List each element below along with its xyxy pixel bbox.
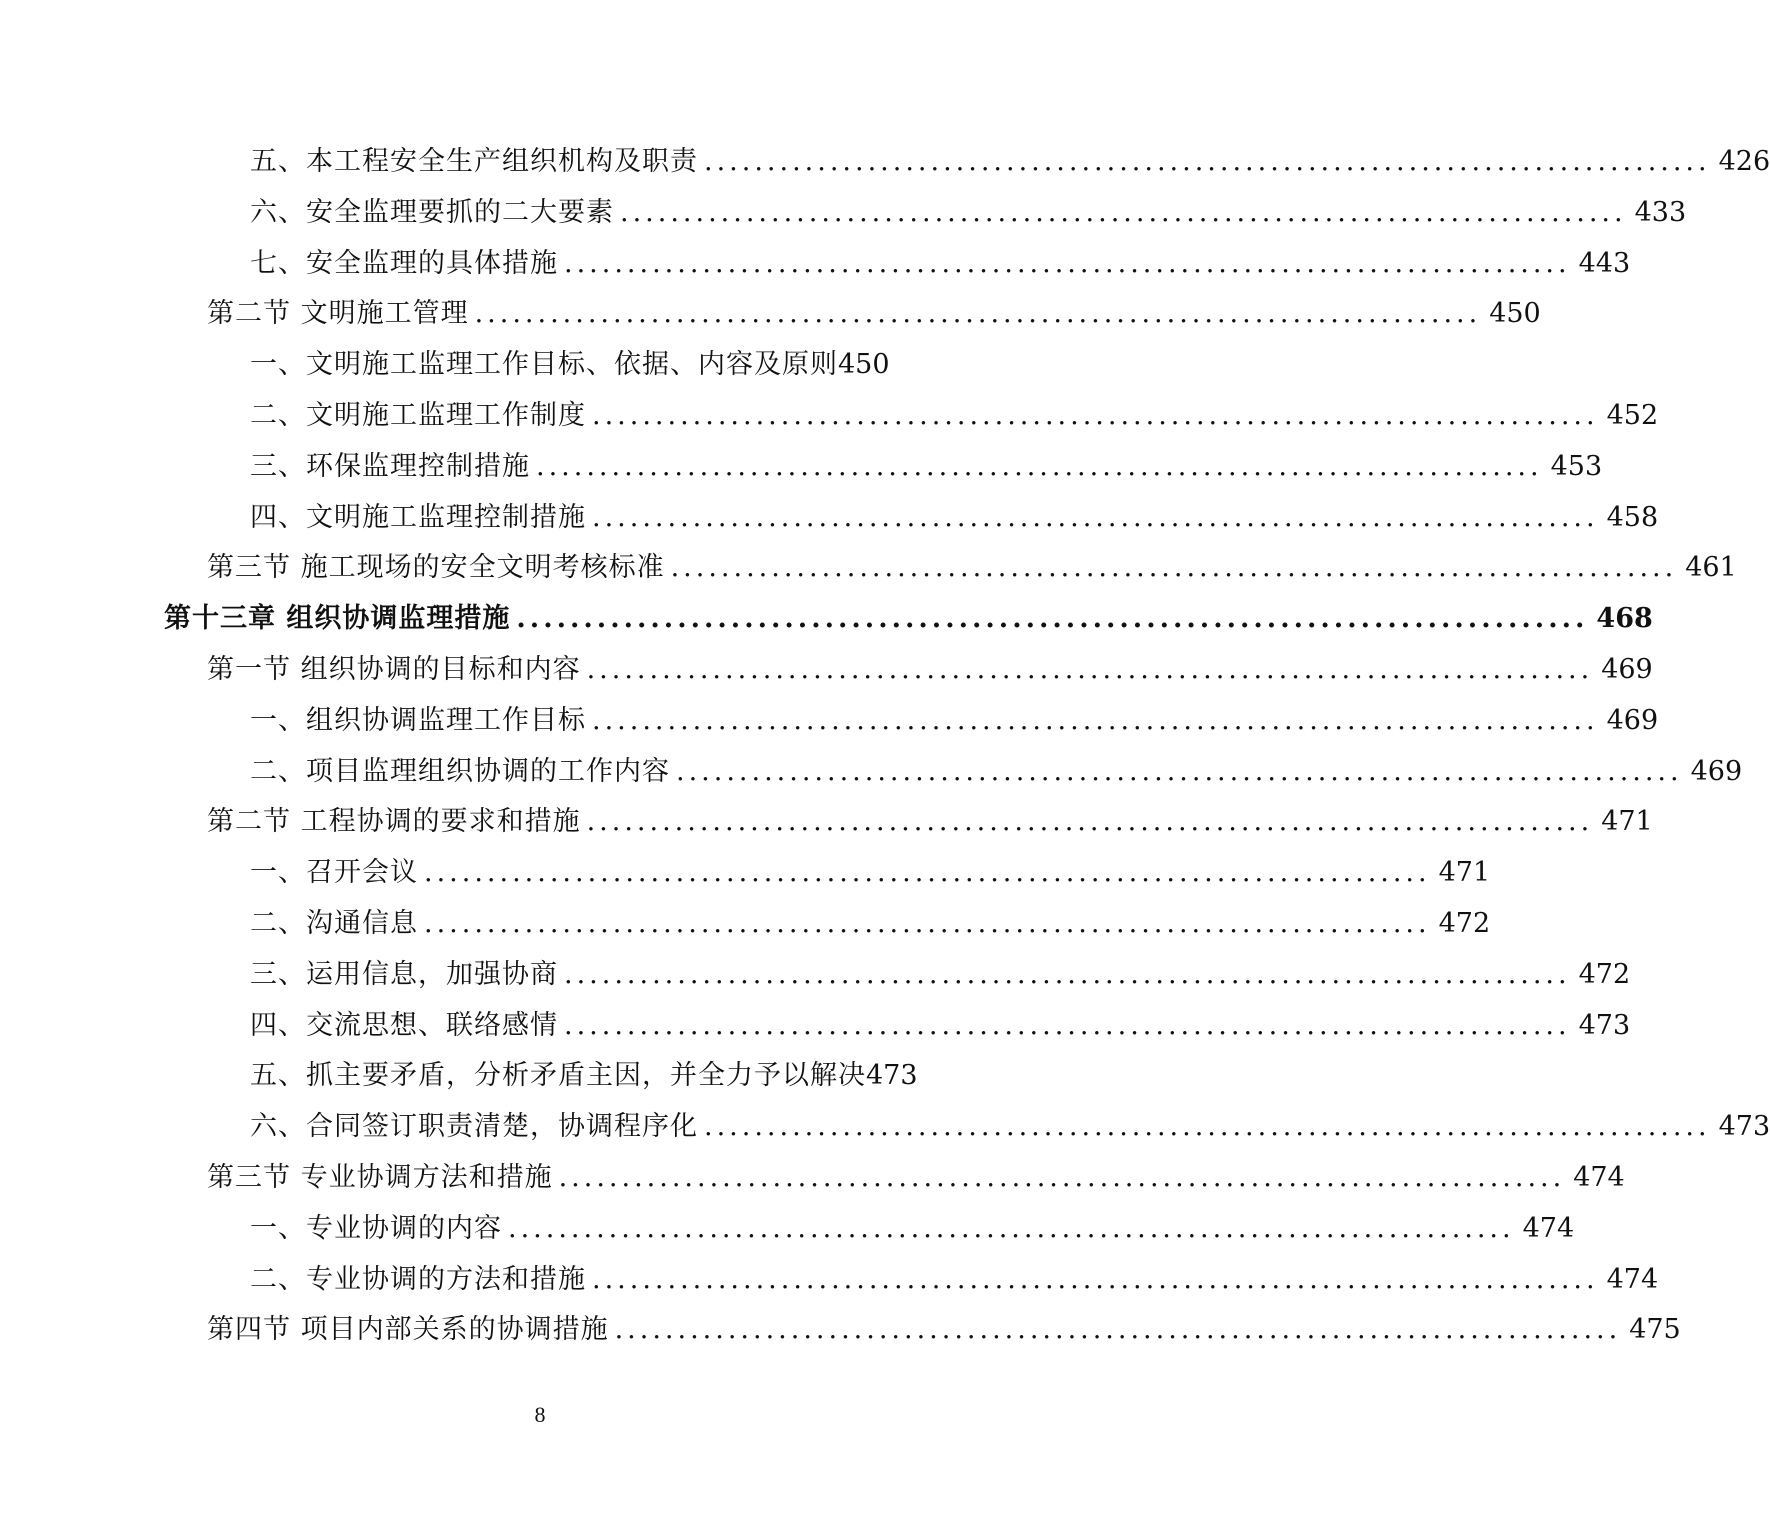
toc-entry[interactable] xyxy=(250,1004,1631,1048)
toc-entry[interactable] xyxy=(250,191,1687,235)
toc-leader-dots: ................................................................................ xyxy=(704,1111,1711,1143)
toc-leader-dots: ................................................................................ xyxy=(564,958,1571,990)
toc-entry-title: 三、运用信息，加强协商 xyxy=(250,958,558,990)
toc-entry[interactable] xyxy=(250,1207,1575,1251)
toc-entry-title: 六、合同签订职责清楚，协调程序化 xyxy=(250,1111,698,1143)
toc-entry[interactable] xyxy=(250,343,933,387)
toc-entry-page: 471 xyxy=(1601,806,1653,838)
toc-entry-page: 458 xyxy=(1606,501,1659,533)
toc-entry[interactable] xyxy=(250,953,1631,997)
toc-entry-title: 七、安全监理的具体措施 xyxy=(250,247,558,279)
toc-entry-page: 461 xyxy=(1685,552,1737,584)
toc-leader-dots: ................................................................................ xyxy=(424,857,1431,889)
toc-leader-dots: ................................................................................ xyxy=(536,450,1543,482)
toc-leader-dots: ................................................................................ xyxy=(558,1162,1566,1193)
toc-leader-dots: ................................................................................ xyxy=(586,806,1594,838)
toc-entry[interactable] xyxy=(207,648,1653,692)
toc-leader-dots: ................................................................................ xyxy=(676,755,1683,787)
toc-leader-dots: ................................................................................ xyxy=(620,196,1627,228)
toc-entry-page: 450 xyxy=(1489,298,1541,330)
toc-entry-page: 474 xyxy=(1606,1263,1659,1295)
toc-entry-page: 472 xyxy=(1578,958,1631,990)
toc-entry-title: 五、本工程安全生产组织机构及职责 xyxy=(250,146,698,177)
toc-entry-page: 468 xyxy=(1596,603,1653,635)
toc-entry[interactable] xyxy=(250,496,1659,540)
toc-leader-dots: ................................................................................ xyxy=(592,704,1599,736)
toc-entry-page: 472 xyxy=(1438,908,1491,939)
toc-leader-dots: ................................................................................ xyxy=(670,552,1678,584)
toc-entry[interactable] xyxy=(250,902,1491,946)
toc-leader-dots: ................................................................................ xyxy=(614,1314,1622,1346)
toc-entry-title: 二、专业协调的方法和措施 xyxy=(250,1263,586,1295)
toc-leader-dots: ................................................................................ xyxy=(592,501,1599,533)
toc-entry-title: 六、安全监理要抓的二大要素 xyxy=(250,196,614,228)
toc-entry-title: 五、抓主要矛盾，分析矛盾主因，并全力予以解决 xyxy=(250,1060,866,1092)
toc-entry-page: 469 xyxy=(1690,755,1743,787)
toc-entry-page: 473 xyxy=(866,1060,918,1092)
toc-leader-dots: ................................................................................ xyxy=(424,908,1431,939)
toc-entry[interactable] xyxy=(250,242,1631,286)
toc-entry-page: 450 xyxy=(838,349,890,381)
toc-entry[interactable] xyxy=(207,1308,1681,1352)
toc-entry-page: 452 xyxy=(1606,400,1659,431)
toc-entry-title: 第三节 专业协调方法和措施 xyxy=(207,1162,553,1193)
toc-entry-page: 433 xyxy=(1634,196,1687,228)
toc-entry[interactable] xyxy=(250,394,1659,438)
toc-entry[interactable] xyxy=(164,597,1653,641)
toc-entry-title: 四、交流思想、联络感情 xyxy=(250,1009,558,1041)
toc-entry-page: 473 xyxy=(1578,1009,1631,1041)
toc-entry-page: 471 xyxy=(1438,857,1491,889)
toc-leader-dots: ................................................................................ xyxy=(516,603,1589,635)
toc-entry-title: 一、组织协调监理工作目标 xyxy=(250,704,586,736)
toc-leader-dots: ................................................................................ xyxy=(704,146,1711,177)
toc-entry-page: 453 xyxy=(1550,450,1603,482)
toc-entry-title: 一、文明施工监理工作目标、依据、内容及原则 xyxy=(250,349,838,381)
toc-entry-page: 473 xyxy=(1718,1111,1770,1143)
toc-entry-title: 三、环保监理控制措施 xyxy=(250,450,530,482)
toc-entry[interactable] xyxy=(207,546,1737,590)
toc-entry-title: 第二节 工程协调的要求和措施 xyxy=(207,806,581,838)
toc-leader-dots: ................................................................................ xyxy=(564,247,1571,279)
toc-entry[interactable] xyxy=(250,699,1659,743)
toc-entry-title: 四、文明施工监理控制措施 xyxy=(250,501,586,533)
toc-entry-title: 一、召开会议 xyxy=(250,857,418,889)
toc-entry-page: 426 xyxy=(1718,146,1770,177)
toc-entry-page: 475 xyxy=(1629,1314,1681,1346)
toc-entry-title: 第三节 施工现场的安全文明考核标准 xyxy=(207,552,665,584)
toc-entry[interactable] xyxy=(250,445,1603,489)
toc-entry[interactable] xyxy=(207,1156,1625,1200)
toc-entry-page: 474 xyxy=(1522,1212,1575,1244)
toc-entry-title: 二、沟通信息 xyxy=(250,908,418,939)
toc-entry[interactable] xyxy=(250,1258,1659,1302)
toc-entry[interactable] xyxy=(207,800,1653,844)
toc-entry[interactable] xyxy=(250,851,1491,895)
toc-leader-dots: ................................................................................ xyxy=(592,1263,1599,1295)
toc-leader-dots: ................................................................................ xyxy=(592,400,1599,431)
toc-leader-dots: ................................................................................ xyxy=(564,1009,1571,1041)
toc-entry-title: 第二节 文明施工管理 xyxy=(207,298,469,330)
toc-entry-title: 第四节 项目内部关系的协调措施 xyxy=(207,1314,609,1346)
toc-entry-page: 474 xyxy=(1573,1162,1625,1193)
toc-entry-title: 二、项目监理组织协调的工作内容 xyxy=(250,755,670,787)
toc-entry[interactable] xyxy=(250,750,1743,794)
toc-entry[interactable] xyxy=(250,140,1770,184)
toc-entry-page: 469 xyxy=(1601,654,1653,685)
toc-entry[interactable] xyxy=(250,1105,1770,1149)
toc-entry-title: 一、专业协调的内容 xyxy=(250,1212,502,1244)
toc-leader-dots: ................................................................................ xyxy=(508,1212,1515,1244)
toc-entry-title: 第一节 组织协调的目标和内容 xyxy=(207,654,581,685)
toc-entry[interactable] xyxy=(207,292,1541,336)
toc-leader-dots: ................................................................................ xyxy=(474,298,1482,330)
toc-leader-dots: ................................................................................ xyxy=(586,654,1594,685)
toc-entry-page: 443 xyxy=(1578,247,1631,279)
toc-entry[interactable] xyxy=(250,1054,933,1098)
page-number: 8 xyxy=(534,1402,546,1427)
toc-entry-title: 二、文明施工监理工作制度 xyxy=(250,400,586,431)
toc-entry-title: 第十三章 组织协调监理措施 xyxy=(164,603,511,635)
toc-entry-page: 469 xyxy=(1606,704,1659,736)
